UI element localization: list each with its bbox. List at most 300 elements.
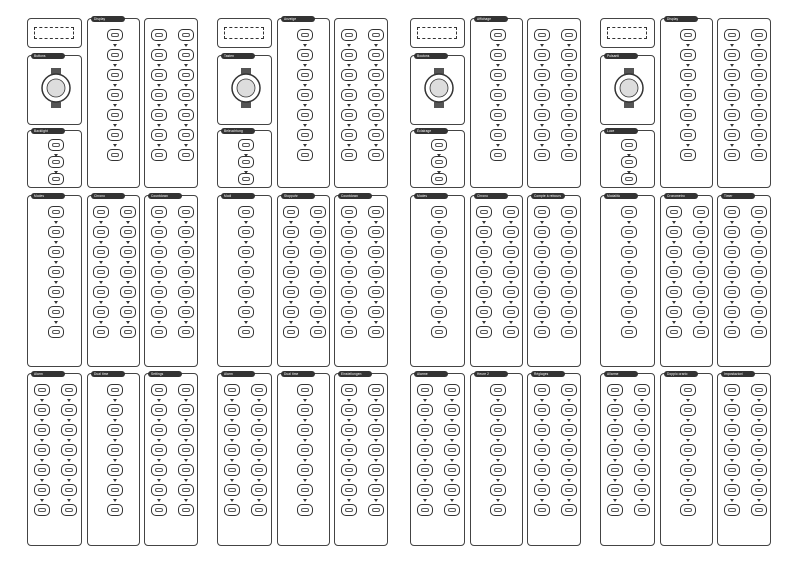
panel-title: Boutons: [414, 53, 448, 59]
watch-display-icon: [561, 326, 577, 338]
watch-display-icon: [120, 246, 136, 258]
panel-title: Modes: [414, 193, 448, 199]
arrow-down-icon: [303, 399, 307, 402]
arrow-down-icon: [423, 459, 427, 462]
arrow-down-icon: [482, 321, 486, 324]
arrow-down-icon: [437, 321, 441, 324]
arrow-down-icon: [482, 221, 486, 224]
manual-panel: [600, 18, 655, 48]
watch-display-icon: [107, 464, 123, 476]
watch-display-icon: [561, 246, 577, 258]
watch-display-icon: [634, 504, 650, 516]
watch-display-icon: [417, 424, 433, 436]
arrow-down-icon: [126, 261, 130, 264]
watch-display-icon: [680, 69, 696, 81]
arrow-down-icon: [423, 479, 427, 482]
arrow-down-icon: [496, 459, 500, 462]
watch-display-icon: [431, 246, 447, 258]
manual-panel: [410, 55, 465, 125]
watch-display-icon: [561, 444, 577, 456]
arrow-down-icon: [374, 419, 378, 422]
arrow-down-icon: [757, 301, 761, 304]
watch-display-icon: [238, 173, 254, 185]
arrow-down-icon: [627, 281, 631, 284]
arrow-down-icon: [567, 44, 571, 47]
arrow-down-icon: [347, 281, 351, 284]
panel-title: Affichage: [474, 16, 508, 22]
arrow-down-icon: [347, 439, 351, 442]
arrow-down-icon: [730, 439, 734, 442]
arrow-down-icon: [347, 221, 351, 224]
watch-display-icon: [751, 384, 767, 396]
watch-display-icon: [476, 286, 492, 298]
panel-title: Luce: [604, 128, 638, 134]
arrow-down-icon: [289, 301, 293, 304]
watch-display-icon: [693, 226, 709, 238]
dashed-note-box: [34, 27, 74, 39]
watch-display-icon: [680, 504, 696, 516]
arrow-down-icon: [113, 84, 117, 87]
watch-display-icon: [490, 464, 506, 476]
arrow-down-icon: [289, 221, 293, 224]
arrow-down-icon: [184, 104, 188, 107]
watch-display-icon: [34, 504, 50, 516]
watch-display-icon: [34, 424, 50, 436]
watch-display-icon: [107, 484, 123, 496]
arrow-down-icon: [437, 281, 441, 284]
panel-title: Alarm: [221, 371, 255, 377]
panel-title: Settings: [148, 371, 182, 377]
watch-display-icon: [238, 306, 254, 318]
arrow-down-icon: [686, 64, 690, 67]
arrow-down-icon: [184, 144, 188, 147]
arrow-down-icon: [374, 301, 378, 304]
watch-display-icon: [368, 484, 384, 496]
arrow-down-icon: [437, 301, 441, 304]
arrow-down-icon: [699, 221, 703, 224]
watch-display-icon: [93, 206, 109, 218]
watch-display-icon: [634, 484, 650, 496]
manual-panel: [470, 195, 523, 367]
watch-display-icon: [93, 226, 109, 238]
arrow-down-icon: [450, 419, 454, 422]
arrow-down-icon: [423, 399, 427, 402]
watch-display-icon: [368, 266, 384, 278]
watch-display-icon: [666, 286, 682, 298]
arrow-down-icon: [496, 124, 500, 127]
watch-display-icon: [341, 464, 357, 476]
watch-display-icon: [724, 384, 740, 396]
watch-display-icon: [751, 266, 767, 278]
watch-display-icon: [178, 246, 194, 258]
arrow-down-icon: [303, 84, 307, 87]
watch-display-icon: [476, 226, 492, 238]
watch-display-icon: [120, 266, 136, 278]
arrow-down-icon: [540, 261, 544, 264]
watch-display-icon: [297, 129, 313, 141]
panel-title: Stoppuhr: [281, 193, 315, 199]
arrow-down-icon: [126, 321, 130, 324]
arrow-down-icon: [730, 221, 734, 224]
arrow-down-icon: [347, 44, 351, 47]
watch-illustration-icon: [36, 68, 76, 108]
watch-display-icon: [693, 246, 709, 258]
watch-display-icon: [120, 306, 136, 318]
panel-title: Alarme: [414, 371, 448, 377]
watch-display-icon: [34, 464, 50, 476]
watch-display-icon: [431, 286, 447, 298]
arrow-down-icon: [40, 479, 44, 482]
watch-display-icon: [621, 246, 637, 258]
watch-display-icon: [34, 404, 50, 416]
panel-title: Countdown: [338, 193, 372, 199]
watch-display-icon: [297, 464, 313, 476]
watch-display-icon: [534, 484, 550, 496]
arrow-down-icon: [757, 499, 761, 502]
watch-display-icon: [751, 206, 767, 218]
watch-display-icon: [490, 129, 506, 141]
arrow-down-icon: [730, 144, 734, 147]
watch-display-icon: [680, 404, 696, 416]
arrow-down-icon: [567, 439, 571, 442]
arrow-down-icon: [374, 124, 378, 127]
watch-display-icon: [251, 444, 267, 456]
arrow-down-icon: [482, 241, 486, 244]
watch-display-icon: [297, 384, 313, 396]
arrow-down-icon: [540, 144, 544, 147]
arrow-down-icon: [482, 301, 486, 304]
arrow-down-icon: [113, 439, 117, 442]
arrow-down-icon: [184, 479, 188, 482]
arrow-down-icon: [289, 281, 293, 284]
watch-display-icon: [534, 306, 550, 318]
watch-display-icon: [120, 326, 136, 338]
arrow-down-icon: [244, 261, 248, 264]
watch-display-icon: [48, 266, 64, 278]
arrow-down-icon: [730, 321, 734, 324]
arrow-down-icon: [126, 301, 130, 304]
watch-display-icon: [476, 306, 492, 318]
arrow-down-icon: [67, 399, 71, 402]
arrow-down-icon: [374, 399, 378, 402]
watch-display-icon: [368, 504, 384, 516]
arrow-down-icon: [303, 124, 307, 127]
watch-display-icon: [534, 326, 550, 338]
arrow-down-icon: [540, 439, 544, 442]
arrow-down-icon: [496, 44, 500, 47]
watch-display-icon: [310, 286, 326, 298]
arrow-down-icon: [303, 104, 307, 107]
manual-panel: [27, 130, 82, 188]
manual-panel: [660, 18, 713, 188]
watch-display-icon: [693, 206, 709, 218]
watch-display-icon: [561, 49, 577, 61]
arrow-down-icon: [347, 104, 351, 107]
arrow-down-icon: [157, 241, 161, 244]
watch-display-icon: [561, 149, 577, 161]
watch-display-icon: [368, 69, 384, 81]
arrow-down-icon: [374, 144, 378, 147]
watch-display-icon: [561, 484, 577, 496]
watch-display-icon: [224, 484, 240, 496]
watch-display-icon: [107, 504, 123, 516]
arrow-down-icon: [113, 64, 117, 67]
arrow-down-icon: [509, 221, 513, 224]
watch-display-icon: [444, 504, 460, 516]
arrow-down-icon: [157, 301, 161, 304]
watch-display-icon: [151, 149, 167, 161]
panel-title: Allarme: [604, 371, 638, 377]
arrow-down-icon: [99, 321, 103, 324]
watch-display-icon: [297, 49, 313, 61]
watch-display-icon: [724, 29, 740, 41]
watch-display-icon: [251, 464, 267, 476]
arrow-down-icon: [244, 301, 248, 304]
arrow-down-icon: [450, 499, 454, 502]
manual-panel: [277, 18, 330, 188]
arrow-down-icon: [157, 261, 161, 264]
watch-display-icon: [751, 49, 767, 61]
watch-display-icon: [107, 49, 123, 61]
watch-display-icon: [666, 206, 682, 218]
arrow-down-icon: [672, 241, 676, 244]
watch-display-icon: [751, 226, 767, 238]
manual-panel: [27, 195, 82, 367]
arrow-down-icon: [347, 321, 351, 324]
watch-display-icon: [283, 226, 299, 238]
watch-display-icon: [561, 129, 577, 141]
arrow-down-icon: [757, 439, 761, 442]
arrow-down-icon: [757, 459, 761, 462]
watch-illustration-icon: [609, 68, 649, 108]
arrow-down-icon: [347, 84, 351, 87]
arrow-down-icon: [757, 144, 761, 147]
arrow-down-icon: [686, 419, 690, 422]
watch-display-icon: [151, 69, 167, 81]
arrow-down-icon: [730, 84, 734, 87]
arrow-down-icon: [423, 499, 427, 502]
arrow-down-icon: [567, 64, 571, 67]
watch-display-icon: [534, 266, 550, 278]
arrow-down-icon: [374, 64, 378, 67]
watch-display-icon: [724, 69, 740, 81]
arrow-down-icon: [54, 301, 58, 304]
watch-display-icon: [48, 306, 64, 318]
arrow-down-icon: [99, 301, 103, 304]
arrow-down-icon: [40, 399, 44, 402]
watch-display-icon: [178, 464, 194, 476]
watch-display-icon: [238, 286, 254, 298]
arrow-down-icon: [157, 64, 161, 67]
watch-display-icon: [224, 424, 240, 436]
watch-display-icon: [178, 109, 194, 121]
watch-display-icon: [561, 306, 577, 318]
watch-display-icon: [178, 29, 194, 41]
watch-display-icon: [368, 29, 384, 41]
watch-display-icon: [224, 444, 240, 456]
watch-display-icon: [666, 326, 682, 338]
watch-display-icon: [107, 29, 123, 41]
watch-display-icon: [724, 326, 740, 338]
manual-panel: [217, 195, 272, 367]
watch-display-icon: [503, 326, 519, 338]
watch-display-icon: [724, 226, 740, 238]
watch-display-icon: [341, 484, 357, 496]
manual-panel: [27, 373, 82, 546]
arrow-down-icon: [567, 124, 571, 127]
arrow-down-icon: [757, 281, 761, 284]
watch-display-icon: [621, 326, 637, 338]
watch-display-icon: [431, 156, 447, 168]
watch-display-icon: [368, 464, 384, 476]
arrow-down-icon: [567, 479, 571, 482]
arrow-down-icon: [126, 281, 130, 284]
watch-display-icon: [417, 484, 433, 496]
watch-display-icon: [61, 404, 77, 416]
watch-display-icon: [120, 286, 136, 298]
arrow-down-icon: [757, 479, 761, 482]
arrow-down-icon: [184, 221, 188, 224]
arrow-down-icon: [374, 439, 378, 442]
arrow-down-icon: [347, 301, 351, 304]
watch-display-icon: [341, 69, 357, 81]
watch-display-icon: [431, 326, 447, 338]
arrow-down-icon: [757, 104, 761, 107]
manual-panel: [717, 373, 771, 546]
arrow-down-icon: [730, 399, 734, 402]
arrow-down-icon: [672, 321, 676, 324]
panel-title: Compte à rebours: [531, 193, 565, 199]
arrow-down-icon: [303, 64, 307, 67]
arrow-down-icon: [613, 419, 617, 422]
arrow-down-icon: [157, 419, 161, 422]
arrow-down-icon: [540, 84, 544, 87]
watch-display-icon: [431, 306, 447, 318]
arrow-down-icon: [540, 221, 544, 224]
arrow-down-icon: [540, 124, 544, 127]
arrow-down-icon: [257, 479, 261, 482]
arrow-down-icon: [686, 399, 690, 402]
watch-display-icon: [503, 306, 519, 318]
panel-title: Backlight: [31, 128, 65, 134]
arrow-down-icon: [374, 221, 378, 224]
watch-display-icon: [178, 149, 194, 161]
watch-display-icon: [444, 384, 460, 396]
watch-display-icon: [621, 139, 637, 151]
arrow-down-icon: [699, 301, 703, 304]
arrow-down-icon: [757, 321, 761, 324]
arrow-down-icon: [757, 261, 761, 264]
dashed-note-box: [224, 27, 264, 39]
watch-display-icon: [680, 89, 696, 101]
arrow-down-icon: [540, 241, 544, 244]
watch-display-icon: [251, 504, 267, 516]
arrow-down-icon: [374, 241, 378, 244]
arrow-down-icon: [257, 459, 261, 462]
watch-display-icon: [490, 404, 506, 416]
watch-display-icon: [151, 286, 167, 298]
arrow-down-icon: [303, 499, 307, 502]
watch-illustration-icon: [226, 68, 266, 108]
watch-display-icon: [666, 306, 682, 318]
watch-display-icon: [107, 404, 123, 416]
manual-panel: [470, 373, 523, 546]
watch-display-icon: [368, 49, 384, 61]
arrow-down-icon: [496, 439, 500, 442]
dashed-note-box: [607, 27, 647, 39]
watch-display-icon: [151, 129, 167, 141]
arrow-down-icon: [567, 221, 571, 224]
arrow-down-icon: [567, 459, 571, 462]
arrow-down-icon: [730, 64, 734, 67]
watch-display-icon: [490, 444, 506, 456]
manual-panel: [144, 195, 198, 367]
watch-display-icon: [561, 286, 577, 298]
watch-display-icon: [178, 484, 194, 496]
arrow-down-icon: [686, 499, 690, 502]
arrow-down-icon: [184, 459, 188, 462]
watch-display-icon: [341, 404, 357, 416]
watch-display-icon: [724, 444, 740, 456]
watch-display-icon: [368, 444, 384, 456]
panel-title: Display: [664, 16, 698, 22]
watch-display-icon: [341, 129, 357, 141]
arrow-down-icon: [730, 261, 734, 264]
watch-display-icon: [621, 226, 637, 238]
watch-display-icon: [48, 139, 64, 151]
watch-display-icon: [151, 404, 167, 416]
watch-display-icon: [297, 404, 313, 416]
arrow-down-icon: [567, 104, 571, 107]
panel-title: Impostazioni: [721, 371, 755, 377]
arrow-down-icon: [540, 459, 544, 462]
arrow-down-icon: [374, 44, 378, 47]
watch-display-icon: [93, 286, 109, 298]
manual-panel: [527, 18, 581, 188]
arrow-down-icon: [509, 241, 513, 244]
arrow-down-icon: [757, 84, 761, 87]
dashed-note-box: [417, 27, 457, 39]
watch-display-icon: [93, 266, 109, 278]
watch-display-icon: [61, 504, 77, 516]
arrow-down-icon: [730, 104, 734, 107]
panel-title: Countdown: [148, 193, 182, 199]
manual-panel: [717, 195, 771, 367]
watch-display-icon: [751, 326, 767, 338]
arrow-down-icon: [730, 281, 734, 284]
arrow-down-icon: [54, 321, 58, 324]
watch-display-icon: [178, 326, 194, 338]
arrow-down-icon: [450, 439, 454, 442]
arrow-down-icon: [496, 84, 500, 87]
arrow-down-icon: [730, 419, 734, 422]
arrow-down-icon: [99, 281, 103, 284]
watch-display-icon: [341, 266, 357, 278]
watch-display-icon: [561, 384, 577, 396]
watch-display-icon: [534, 246, 550, 258]
arrow-down-icon: [113, 44, 117, 47]
watch-display-icon: [534, 226, 550, 238]
arrow-down-icon: [157, 459, 161, 462]
watch-display-icon: [34, 384, 50, 396]
arrow-down-icon: [640, 439, 644, 442]
watch-display-icon: [341, 286, 357, 298]
manual-panel: [600, 373, 655, 546]
watch-display-icon: [341, 29, 357, 41]
manual-panel: [144, 373, 198, 546]
arrow-down-icon: [113, 399, 117, 402]
arrow-down-icon: [567, 419, 571, 422]
